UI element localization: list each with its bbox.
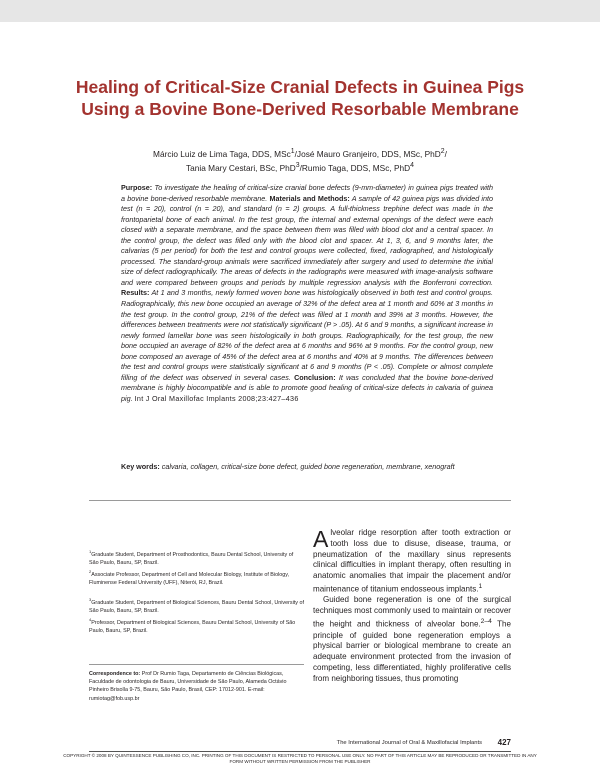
author-1: Márcio Luiz de Lima Taga, DDS, MSc (153, 148, 291, 159)
correspondence-label: Correspondence to: (89, 671, 141, 677)
keywords-label: Key words: (121, 462, 160, 471)
footnote-2: $^2$Associate Professor, Department of Cell and Molecular Biology, Institute of Biology, Fluminense Federal University (UFF), Niterói, RJ, Brazil. (89, 569, 290, 586)
author-4: /Rumio Taga, DDS, MSc, PhD (299, 162, 411, 173)
footnote-4: $^4$Professor, Department of Biological Sciences, Bauru Dental School, University of São Paulo, Bauru, SP, Brazil. (89, 617, 296, 634)
correspondence (89, 670, 304, 703)
author-list: Márcio Luiz de Lima Taga, DDS, MSc$^1$/José Mauro Granjeiro, DDS, MSc, PhD$^2$/ Tania Mary Cestari, BSc, PhD$^3$/Rumio Taga, DDS, MSc, PhD$^4$ (153, 148, 447, 173)
footnote-divider (89, 664, 304, 665)
keywords (121, 462, 493, 473)
conclusion-text: It was concluded that the bovine bone-derived membrane is highly biocompatible and is able to promote good healing of critical-size defects in calvaria of guinea pig. (121, 372, 493, 403)
dropcap: A (313, 526, 329, 552)
methods-label: Materials and Methods: (269, 193, 350, 203)
paragraph-2: Guided bone regeneration is one of the surgical techniques most commonly used to maintain or recover the height and thickness of alveolar bone.$^{2-4}$ The principle of guided bone regeneration employs a physical barrier or biological membrane to create an adequate environment protected from the invasion of competing, less differentiated, highly proliferative cells from neighboring tissues, thus promoting (313, 595, 511, 683)
keywords-text: calvaria, collagen, critical-size bone defect, guided bone regeneration, membrane, xenograft (161, 462, 455, 471)
page-number: 427 (497, 738, 511, 747)
results-label: Results: (121, 288, 150, 298)
footer-rule (89, 751, 511, 752)
conclusion-label: Conclusion: (294, 372, 336, 382)
top-grey-band (0, 0, 600, 22)
abstract (121, 183, 493, 404)
results-text: At 1 and 3 months, newly formed woven bone was histologically observed in both test and control groups. Radiographically, this new bone occupied an average of 32% of the defect area at 1 month and 60% at 3 months in the test group. In the control group, 21% of the defect was filled at 1 month and 39% at 3 months. However, the differences between treatments were not statistically significant (P > .05). At 6 and 9 months, a significant increase in newly formed lamellar bone was seen histologically in both groups. Radiographically, for the test group, the new bone occupied an average of 82% of the defect area at 6 months and 96% at 9 months. For the control group, new bone composed an average of 45% of the defect area at 6 months and 40% at 9 months. The differences between the test and control groups were statistically significant at 6 and 9 months (P < .05). Complete or almost complete filling of the defect was observed in several cases. (121, 288, 494, 382)
methods-text: A sample of 42 guinea pigs was divided into test (n = 20), control (n = 20), and standard (n = 2) groups. A full-thickness trephine defect was made in the frontoparietal bone of each animal. In the test group, the internal and external openings of the defect were each closed with a separate membrane, and the space between them was filled with blood clot and a central spacer. In the control group, the defect was filled only with the blood clot and spacer. At 1, 3, 6, and 9 months later, the calvarias (5 per period) for both the test and control groups were collected, fixed, radiographed, and histologically processed. The standard-group animals were sacrificed immediately after surgery and used to determine the initial size of defect radiographically. The areas of defects in the radiographs were measured with image-analysis software and were compared between groups and periods by multiple regression analysis with the Bonferroni correction. (121, 193, 494, 287)
footnote-1: $^1$Graduate Student, Department of Prosthodontics, Bauru Dental School, University of São Paulo, Bauru, SP, Brazil. (89, 549, 294, 566)
correspondence-text: Prof Dr Rumio Taga, Departamento de Ciências Biológicas, Faculdade de odontologia de Bauru, Universidade de São Paulo, Alameda Octávio Pinheiro Brisolla 9-75, Bauru, São Paulo, Brasil, CEP: 17012-901. E-mail: rumiotag@fob.usp.br (89, 671, 287, 702)
copyright-notice: COPYRIGHT © 2008 BY QUINTESSENCE PUBLISHING CO, INC. PRINTING OF THIS DOCUMENT IS RESTRICTED TO PERSONAL USE ONLY. NO PART OF THIS ARTICLE MAY BE REPRODUCED OR TRANSMITTED IN ANY FORM WITHOUT WRITTEN PERMISSION FROM THE PUBLISHER (63, 753, 537, 765)
author-3: Tania Mary Cestari, BSc, PhD (186, 162, 296, 173)
abstract-divider (89, 500, 511, 501)
citation: Int J Oral Maxillofac Implants 2008;23:427–436 (134, 393, 299, 403)
purpose-text: To investigate the healing of critical-size cranial bone defects (9-mm-diameter) in guinea pigs treated with a bovine bone-derived resorbable membrane. (121, 183, 493, 203)
article-title: Healing of Critical-Size Cranial Defects in Guinea Pigs Using a Bovine Bone-Derived Resorbable Membrane (75, 77, 525, 119)
body-text (313, 528, 511, 685)
purpose-label: Purpose: (121, 183, 153, 192)
paragraph-1: Alveolar ridge resorption after tooth extraction or tooth loss due to disuse, disease, trauma, or pneumatization of the maxillary sinus represents clinical difficulties in implant therapy, often resulting in anatomic anomalies that impair the placement and/or maintenance of titanium endosseous implants.$^1$ (313, 526, 511, 594)
journal-name: The International Journal of Oral & Maxillofacial Implants (336, 740, 482, 746)
author-2: /José Mauro Granjeiro, DDS, MSc, PhD (294, 148, 441, 159)
footnote-3: $^3$Graduate Student, Department of Biological Sciences, Bauru Dental School, University of São Paulo, Bauru, SP, Brazil. (89, 597, 304, 614)
